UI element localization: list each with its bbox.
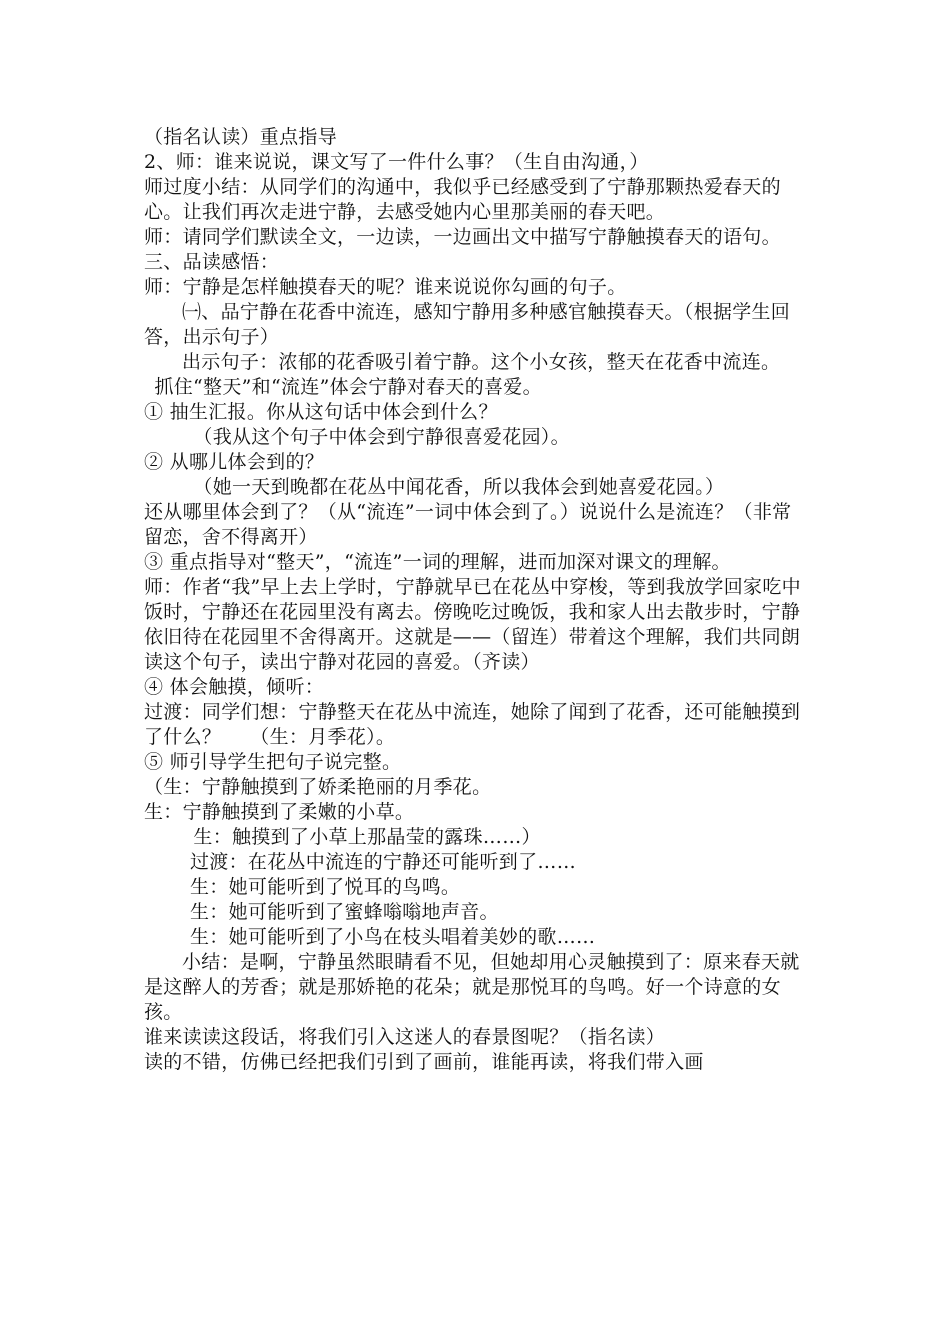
text-line: 生：宁静触摸到了柔嫩的小草。: [144, 801, 415, 823]
text-paragraph: 师：请同学们默读全文，一边读，一边画出文中描写宁静触摸春天的语句。: [144, 226, 781, 248]
text-line: 生：她可能听到了蜜蜂嗡嗡地声音。: [190, 901, 499, 923]
section-heading: 三、品读感悟：: [144, 251, 280, 273]
text-line: 过渡：在花丛中流连的宁静还可能听到了……: [190, 851, 577, 873]
text-paragraph: 师：作者“我”早上去上学时，宁静就早已在花丛中穿梭，等到我放学回家吃中饭时，宁静还在花园里没有离去。傍晚吃过晚饭，我和家人出去散步时，宁静依旧待在花园里不舍得离开。这就是——（留连）带着这个理解，我们共同朗读这个句子，读出宁静对花园的喜爱。（齐读）: [144, 576, 801, 673]
text-paragraph: ③ 重点指导对“整天”，“流连”一词的理解，进而加深对课文的理解。: [144, 551, 731, 573]
text-paragraph: 出示句子：浓郁的花香吸引着宁静。这个小女孩，整天在花香中流连。: [182, 351, 781, 373]
text-paragraph: （她一天到晚都在花丛中闻花香，所以我体会到她喜爱花园。）: [193, 476, 725, 498]
text-line: （我从这个句子中体会到宁静很喜爱花园）。: [193, 426, 570, 448]
text-paragraph: 师过度小结：从同学们的沟通中，我似乎已经感受到了宁静那颗热爱春天的心。让我们再次走进宁静，去感受她内心里那美丽的春天吧。: [144, 176, 781, 223]
text-paragraph: 过渡：同学们想：宁静整天在花丛中流连，她除了闻到了花香，还可能触摸到了什么？ （生：月季花）。: [144, 701, 801, 748]
text-paragraph: ㈠、品宁静在花香中流连，感知宁静用多种感官触摸春天。（根据学生回答，出示句子）: [144, 301, 791, 348]
text-line: 生：她可能听到了悦耳的鸟鸣。: [190, 876, 461, 898]
text-line: 读的不错，仿佛已经把我们引到了画前，谁能再读，将我们带入画: [144, 1051, 704, 1073]
text-line: ① 抽生汇报。你从这句话中体会到什么？: [144, 401, 498, 423]
text-paragraph: 小结：是啊，宁静虽然眼睛看不见，但她却用心灵触摸到了：原来春天就是这醉人的芳香；就是那娇艳的花朵；就是那悦耳的鸟鸣。好一个诗意的女孩。: [144, 951, 800, 1023]
text-paragraph: 还从哪里体会到了？（从“流连”一词中体会到了。）说说什么是流连？（非常留恋，舍不得离开）: [144, 501, 792, 548]
text-line: ⑤ 师引导学生把句子说完整。: [144, 751, 402, 773]
text-line: 谁来读读这段话，将我们引入这迷人的春景图呢？（指名读）: [144, 1026, 666, 1048]
text-line: ④ 体会触摸，倾听：: [144, 676, 325, 698]
text-line: （指名认读）重点指导: [144, 126, 338, 148]
text-line: ② 从哪儿体会到的？: [144, 451, 325, 473]
text-line: （生：宁静触摸到了娇柔艳丽的月季花。: [144, 776, 492, 798]
document-body: [144, 125, 808, 1075]
text-line: 师：宁静是怎样触摸春天的呢？谁来说说你勾画的句子。: [144, 276, 627, 298]
text-line: 生：触摸到了小草上那晶莹的露珠……）: [193, 826, 541, 848]
text-line: 生：她可能听到了小鸟在枝头唱着美妙的歌……: [190, 926, 596, 948]
text-line: 2、师：谁来说说，课文写了一件什么事？（生自由沟通，）: [144, 151, 649, 173]
text-line: 抓住“整天”和“流连”体会宁静对春天的喜爱。: [154, 376, 542, 398]
